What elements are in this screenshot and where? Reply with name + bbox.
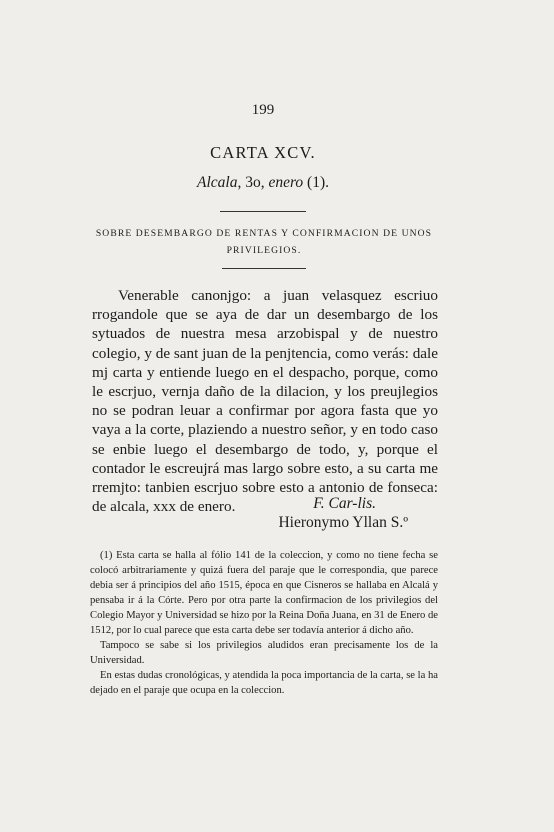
signature-line-2: Hieronymo Yllan S.º	[278, 514, 408, 531]
dateline	[0, 174, 526, 192]
dateline-place: Alcala	[196, 174, 238, 191]
footnote-3: En estas dudas cronológicas, y atendida la poca importancia de la carta, se la ha dejado en el paraje que ocupa en la coleccion.	[90, 670, 438, 696]
dateline-day: , 3o,	[237, 174, 269, 191]
letter-body	[92, 286, 438, 516]
page-number: 199	[251, 102, 275, 118]
dateline-month: enero	[268, 174, 304, 191]
footnote-1: (1) Esta carta se halla al fólio 141 de la coleccion, y como no tiene fecha se colocó arbitrariamente y quizá fuera del paraje que le correspondia, que parece debia ser á principios del año 1515, época en que Cisneros se hallaba en Alcalá y pensaba ir á la Córte. Pero por otra parte la confirmacion de los privilegios del Colegio Mayor y Universidad se hizo por la Reina Doña Juana, en 31 de Enero de 1512, por lo cual parece que esta carta debe ser todavía anterior á dicho año.	[90, 550, 438, 636]
footnote-2: Tampoco se sabe si los privilegios aludidos eran precisamente los de la Universidad.	[90, 640, 438, 666]
footnotes	[90, 548, 438, 698]
footnote-ref: (1).	[303, 174, 329, 191]
letter-summary: SOBRE DESEMBARGO DE RENTAS Y CONFIRMACION DE UNOS PRIVILEGIOS.	[95, 228, 433, 256]
signature-line-1: F. Car-lis.	[313, 495, 376, 512]
letter-paragraph: Venerable canonjgo: a juan velasquez escriuo rrogandole que se aya de dar un desembargo de los sytuados de nuestra mesa arzobispal y de nuestro colegio, y de sant juan de la penjtencia, como verás: dale mj carta y entiende luego en el despacho, porque, como le escrjuo, vernja daño de la dilacion, y los preujlegios no se podran leuar a confirmar por agora fasta que yo vaya a la corte, plaziendo a nuestro señor, y en todo caso se enbie luego el desembargo de todo, y, porque el contador le escreujrá mas largo sobre esto, a su carta me rremjto: tanbien escrjuo sobre esto a antonio de fonseca: de alcala, xxx de enero.	[92, 287, 438, 516]
divider-bottom	[222, 268, 306, 269]
letter-title: CARTA XCV.	[210, 143, 316, 162]
divider-top	[220, 211, 306, 212]
